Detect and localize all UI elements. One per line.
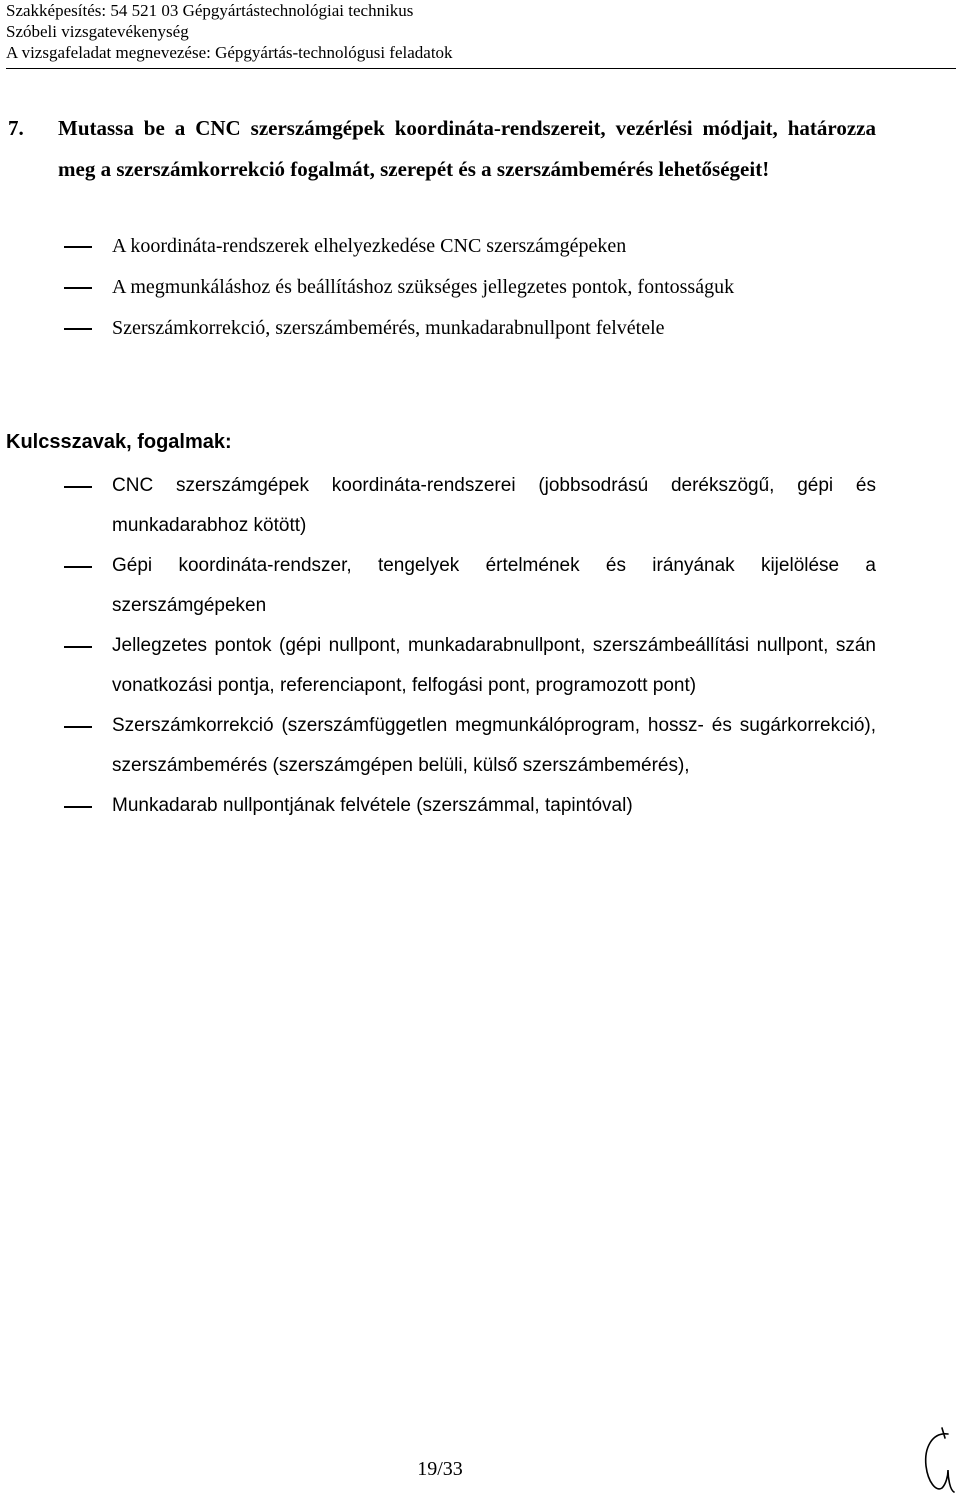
dash-bullet-icon: [64, 806, 92, 808]
topic-text: A megmunkáláshoz és beállításhoz szükséges jellegzetes pontok, fontosságuk: [112, 276, 735, 298]
keywords-title: Kulcsszavak, fogalmak:: [6, 431, 232, 453]
keyword-text: Jellegzetes pontok (gépi nullpont, munkadarabnullpont, szerszámbeállítási nullpont, szán vonatkozási pontja, referenciapont, felfogási pont, programozott pont): [112, 635, 876, 696]
header-exam-activity: Szóbeli vizsgatevékenység: [6, 22, 189, 41]
task-number: 7.: [8, 116, 24, 140]
dash-bullet-icon: [64, 646, 92, 648]
signature-icon: [918, 1426, 958, 1498]
keyword-item: [64, 466, 876, 546]
keyword-text: Munkadarab nullpontjának felvétele (szerszámmal, tapintóval): [112, 795, 633, 816]
dash-bullet-icon: [64, 328, 92, 330]
document-header: [6, 0, 453, 63]
dash-bullet-icon: [64, 726, 92, 728]
topic-item: [64, 267, 884, 308]
topic-item: [64, 226, 884, 267]
dash-bullet-icon: [64, 566, 92, 568]
topic-list: [64, 226, 884, 349]
page-number: 19/33: [417, 1458, 463, 1480]
keyword-item: [64, 786, 876, 826]
keyword-text: Gépi koordináta-rendszer, tengelyek értelmének és irányának kijelölése a szerszámgépeken: [112, 555, 876, 616]
dash-bullet-icon: [64, 287, 92, 289]
dash-bullet-icon: [64, 486, 92, 488]
header-qualification: Szakképesítés: 54 521 03 Gépgyártástechnológiai technikus: [6, 1, 414, 20]
dash-bullet-icon: [64, 246, 92, 248]
keyword-item: [64, 706, 876, 786]
keyword-list: [64, 466, 876, 826]
topic-text: Szerszámkorrekció, szerszámbemérés, munkadarabnullpont felvétele: [112, 317, 665, 339]
keyword-text: Szerszámkorrekció (szerszámfüggetlen megmunkálóprogram, hossz- és sugárkorrekció), szerszámbemérés (szerszámgépen belüli, külső szerszámbemérés),: [112, 715, 876, 776]
keyword-text: CNC szerszámgépek koordináta-rendszerei (jobbsodrású derékszögű, gépi és munkadarabhoz kötött): [112, 475, 876, 536]
topic-item: [64, 308, 884, 349]
keyword-item: [64, 626, 876, 706]
header-divider: [6, 68, 956, 69]
task-text: Mutassa be a CNC szerszámgépek koordináta-rendszereit, vezérlési módjait, határozza meg a szerszámkorrekció fogalmát, szerepét és a szerszámbemérés lehetőségeit!: [58, 116, 876, 181]
keyword-item: [64, 546, 876, 626]
task-statement: [8, 108, 876, 190]
header-task-name: A vizsgafeladat megnevezése: Gépgyártás-technológusi feladatok: [6, 43, 453, 62]
topic-text: A koordináta-rendszerek elhelyezkedése CNC szerszámgépeken: [112, 235, 627, 257]
